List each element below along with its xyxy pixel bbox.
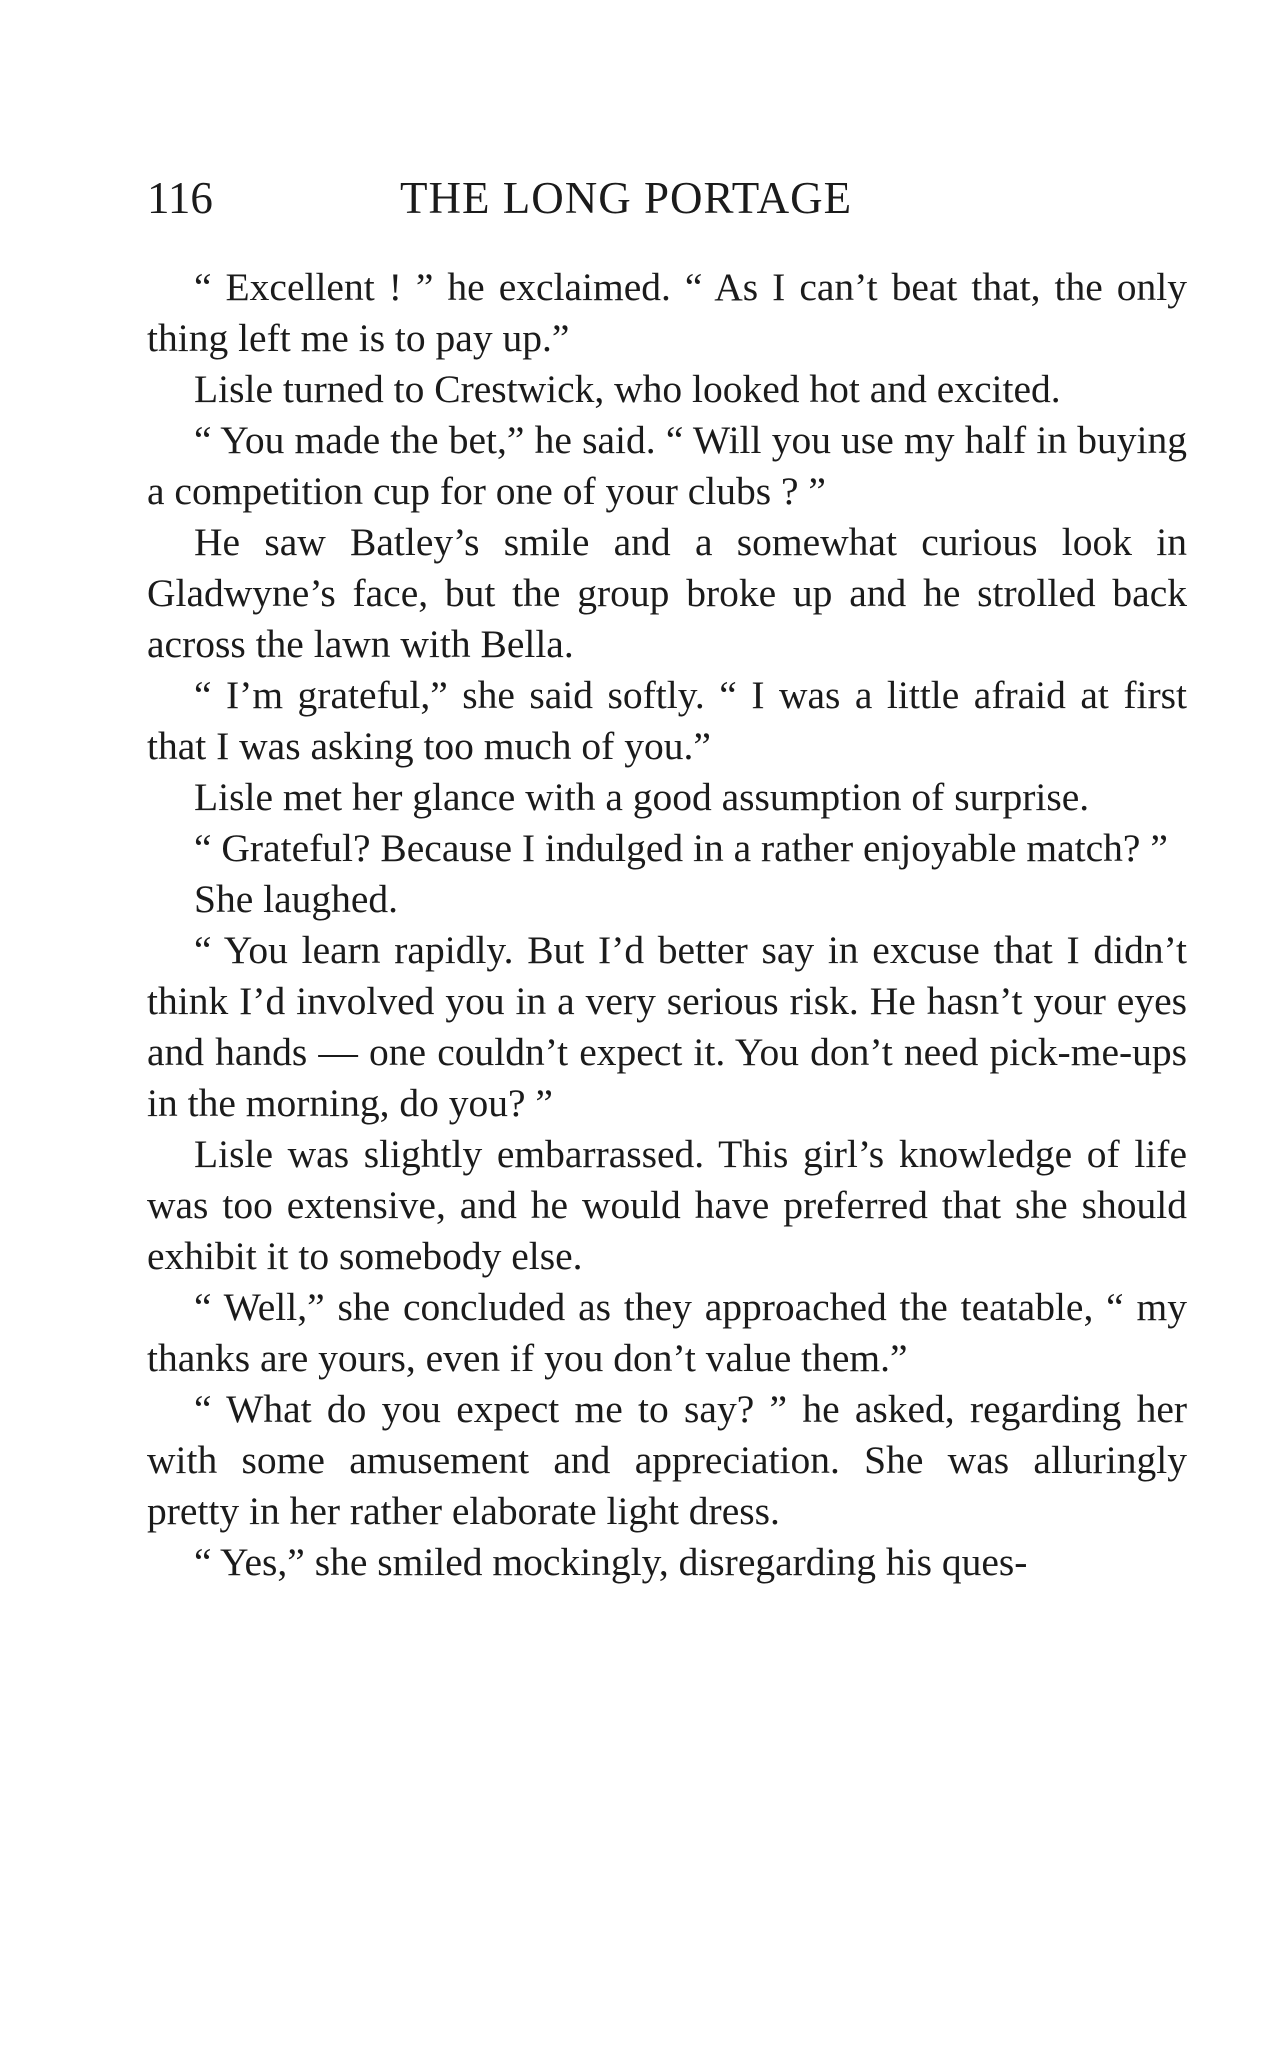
running-title: THE LONG PORTAGE xyxy=(400,173,853,223)
paragraph: “ Grateful? Because I indulged in a rather enjoyable match? ” xyxy=(194,826,1168,870)
paragraph: “ I’m grateful,” she said softly. “ I was a little afraid at first that I was asking too much of you.” xyxy=(147,673,1187,768)
paragraph: “ Excellent ! ” he exclaimed. “ As I can’t beat that, the only thing left me is to pay up.” xyxy=(147,265,1187,360)
paragraph: “ You learn rapidly. But I’d better say in excuse that I didn’t think I’d involved you in a very serious risk. He hasn’t your eyes and hands — one couldn’t expect it. You don’t need pick-me-ups in the morning, do you? ” xyxy=(147,928,1187,1125)
paragraph: He saw Batley’s smile and a somewhat curious look in Gladwyne’s face, but the group broke up and he strolled back across the lawn with Bella. xyxy=(147,520,1187,666)
page-number: 116 xyxy=(147,173,213,223)
paragraph: Lisle was slightly embarrassed. This girl’s knowledge of life was too extensive, and he would have preferred that she should exhibit it to somebody else. xyxy=(147,1132,1187,1278)
page-header xyxy=(147,168,1187,228)
body-text xyxy=(147,262,1187,1588)
paragraph: “ Well,” she concluded as they approached the teatable, “ my thanks are yours, even if you don’t value them.” xyxy=(147,1285,1187,1380)
paragraph: She laughed. xyxy=(194,877,399,921)
paragraph: “ Yes,” she smiled mockingly, disregarding his ques- xyxy=(194,1540,1028,1584)
paragraph: Lisle met her glance with a good assumption of surprise. xyxy=(194,775,1090,819)
paragraph: Lisle turned to Crestwick, who looked hot and excited. xyxy=(194,367,1061,411)
paragraph: “ You made the bet,” he said. “ Will you use my half in buying a competition cup for one of your clubs ? ” xyxy=(147,418,1187,513)
paragraph: “ What do you expect me to say? ” he asked, regarding her with some amusement and appreciation. She was alluringly pretty in her rather elaborate light dress. xyxy=(147,1387,1187,1533)
